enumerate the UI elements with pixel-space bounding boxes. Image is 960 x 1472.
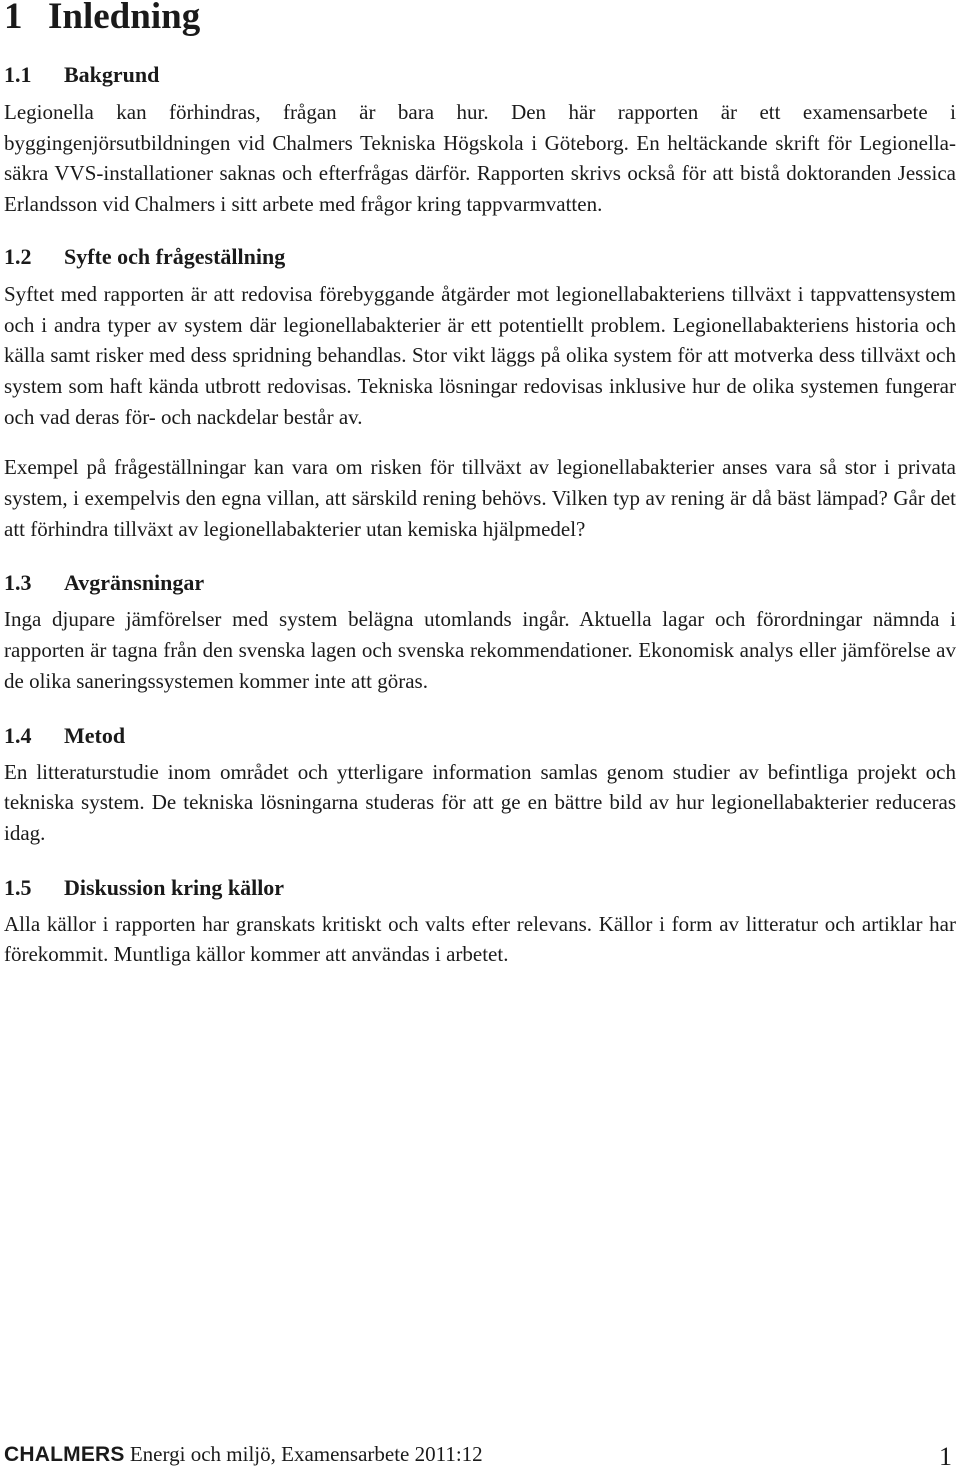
footer-label xyxy=(4,1442,483,1467)
document-page xyxy=(4,0,956,970)
paragraph-diskussion: Alla källor i rapporten har granskats kritiskt och valts efter relevans. Källor i form av litteratur och artiklar har förekommit. Muntliga källor kommer att användas i arbetet. xyxy=(4,911,956,967)
page-footer xyxy=(4,1440,952,1470)
section-title: Metod xyxy=(64,722,126,748)
section-number: 1.4 xyxy=(4,722,32,748)
chapter-heading xyxy=(4,0,956,36)
section-number: 1.2 xyxy=(4,243,32,269)
section-title: Syfte och frågeställning xyxy=(64,243,286,269)
section-number: 1.1 xyxy=(4,62,32,87)
section-number: 1.3 xyxy=(4,570,32,596)
section-number: 1.5 xyxy=(4,874,32,900)
chapter-title: Inledning xyxy=(48,0,201,37)
section-heading-diskussion xyxy=(4,873,956,903)
section-heading-bakgrund xyxy=(4,60,956,90)
section-title: Bakgrund xyxy=(64,62,160,87)
chalmers-logo-text: CHALMERS xyxy=(4,1443,125,1466)
footer-text: Energi och miljö, Examensarbete 2011:12 xyxy=(129,1442,483,1466)
paragraph-fragestallningar: Exempel på frågeställningar kan vara om risken för tillväxt av legionellabakterier anses vara så stor i privata system, i exempelvis den egna villan, att särskild rening behövs. Vilken typ av rening är då bäst lämpad? Går det att förhindra tillväxt av legionellabakterier utan kemiska hjälpmedel? xyxy=(4,455,956,541)
page-number: 1 xyxy=(939,1442,952,1471)
section-heading-avgransningar xyxy=(4,568,956,598)
paragraph-syfte: Syftet med rapporten är att redovisa förebyggande åtgärder mot legionellabakteriens tillväxt i tappvattensystem och i andra typer av system där legionellabakterier är ett potentiellt problem. Legionellabakteriens historia och källa samt risker med dess spridning behandlas. Stor vikt läggs på olika system för att motverka dess tillväxt och system som haft kända utbrott redovisas. Tekniska lösningar redovisas inklusive hur de olika systemen fungerar och vad deras för- och nackdelar består av. xyxy=(4,281,956,429)
section-title: Avgränsningar xyxy=(64,570,205,596)
paragraph-avgransningar: Inga djupare jämförelser med system belägna utomlands ingår. Aktuella lagar och förordningar nämnda i rapporten är tagna från den svenska lagen och svenska rekommendationer. Ekonomisk analys eller jämförelse av de olika saneringssystemen kommer inte att göras. xyxy=(4,607,956,693)
section-heading-syfte xyxy=(4,242,956,272)
section-title: Diskussion kring källor xyxy=(64,874,285,900)
section-heading-metod xyxy=(4,721,956,751)
paragraph-bakgrund: Legionella kan förhindras, frågan är bara hur. Den här rapporten är ett examensarbete i byggingenjörsutbildningen vid Chalmers Tekniska Högskola i Göteborg. En heltäckande skrift för Legionella-säkra VVS-installationer saknas och efterfrågas därför. Rapporten skrivs också för att bistå doktoranden Jessica Erlandsson vid Chalmers i sitt arbete med frågor kring tappvarmvatten. xyxy=(4,100,956,217)
chapter-number: 1 xyxy=(4,0,23,37)
paragraph-metod: En litteraturstudie inom området och ytterligare information samlas genom studier av befintliga projekt och tekniska system. De tekniska lösningarna studeras för att ge en bättre bild av hur legionellabakterier reduceras idag. xyxy=(4,759,956,845)
